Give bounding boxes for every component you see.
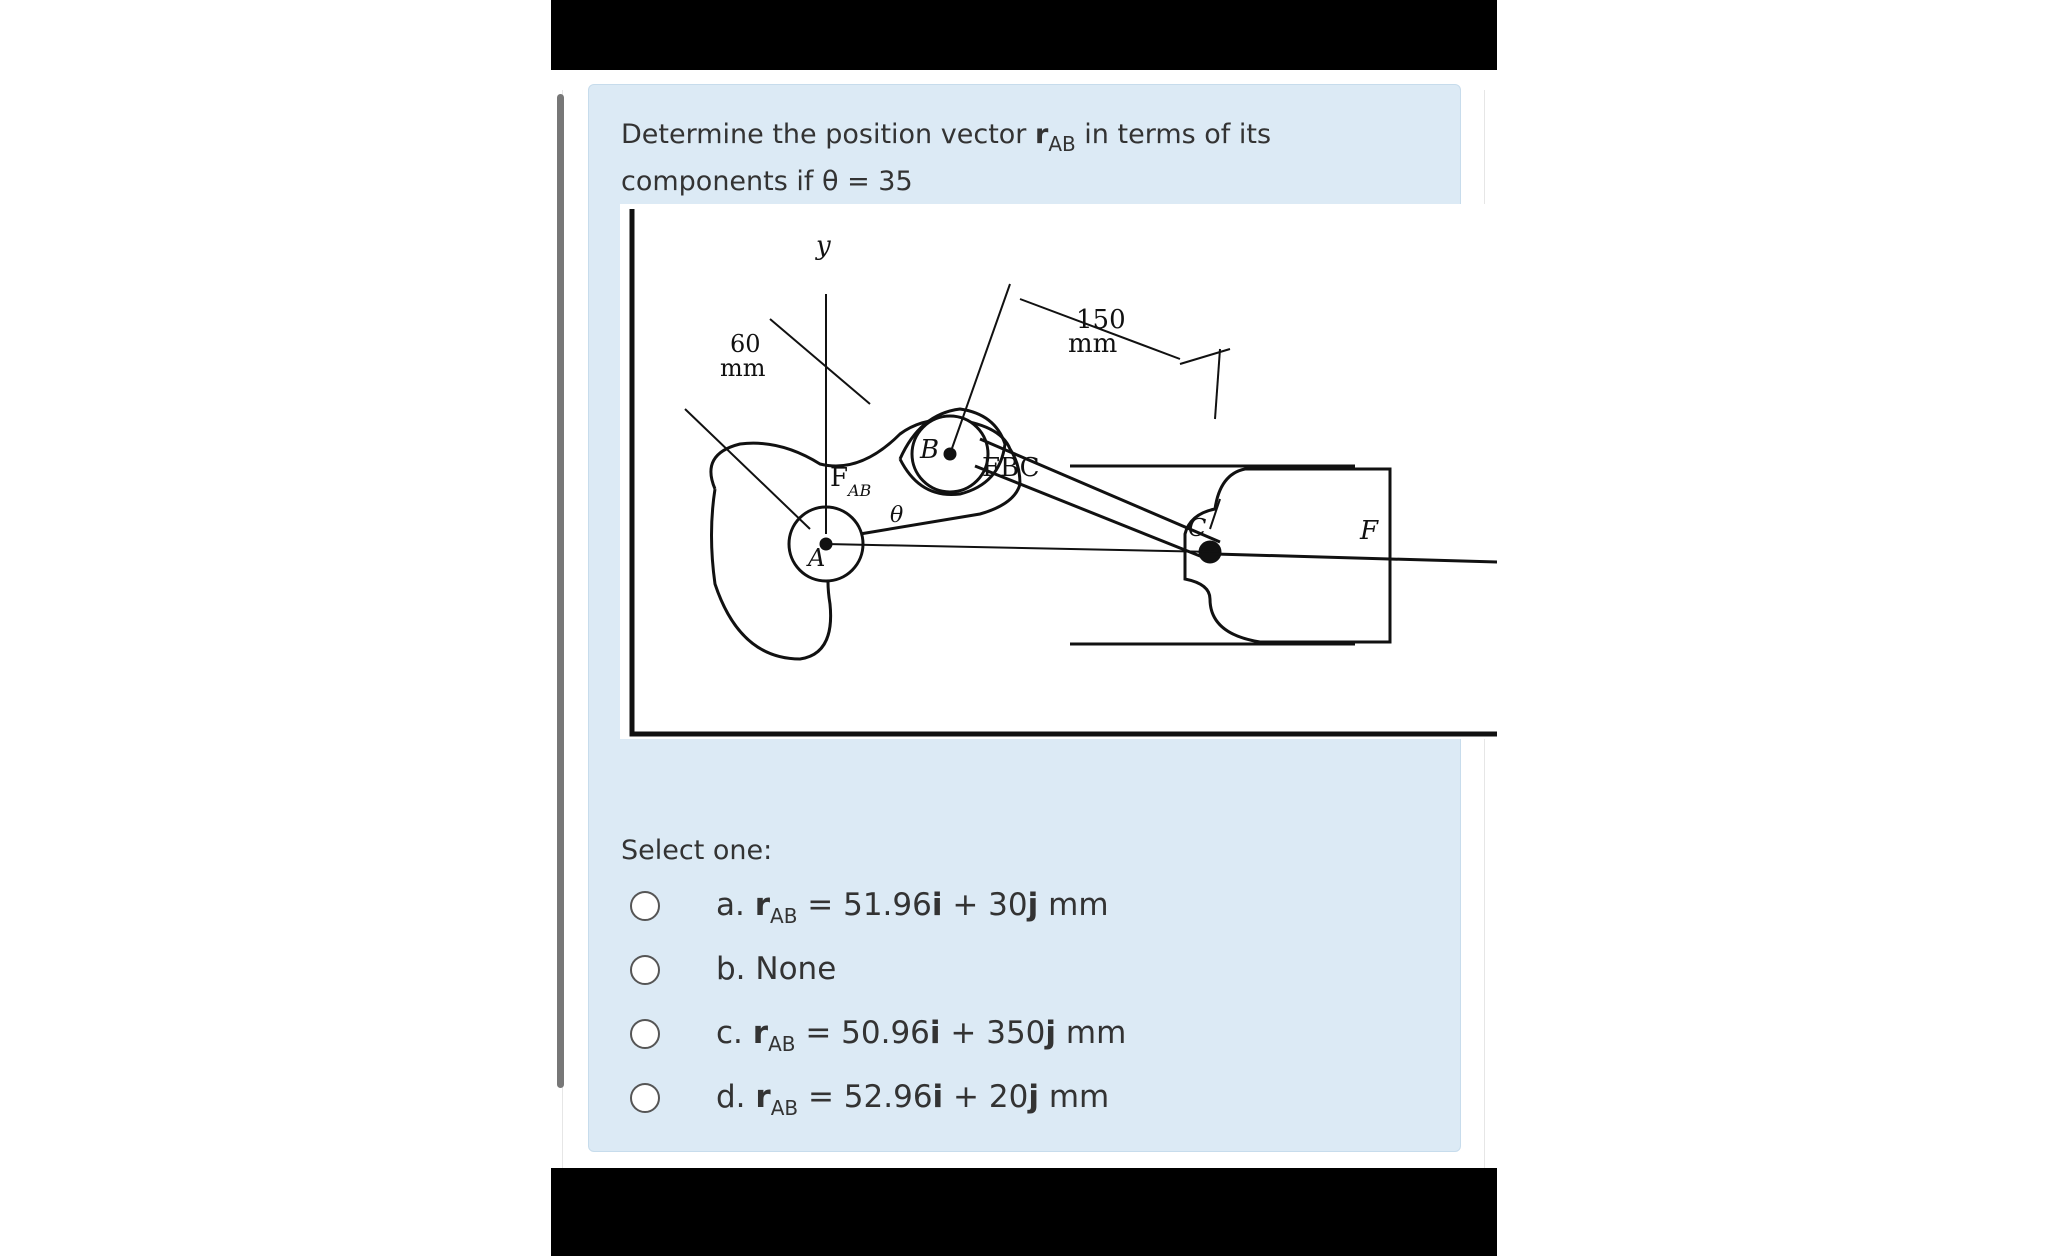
question-text	[621, 116, 1401, 200]
label-FAB-F: F	[830, 463, 849, 493]
label-F: F	[1360, 516, 1379, 546]
option-c[interactable]	[630, 1010, 660, 1058]
vector-subscript: AB	[1048, 132, 1076, 156]
option-d-label[interactable]: d. $r_{AB} = 52.96i + 20j$ mm	[716, 1079, 1110, 1120]
question-prefix: Determine the position vector	[621, 119, 1035, 150]
label-mm-right: mm	[1068, 329, 1118, 359]
option-c-label[interactable]: c. $r_{AB} = 50.96i + 350j$ mm	[716, 1015, 1127, 1056]
radio-icon[interactable]	[630, 955, 660, 985]
label-FAB-sub: AB	[848, 481, 872, 500]
radio-icon[interactable]	[630, 891, 660, 921]
question-line2: components if θ = 35	[621, 166, 913, 197]
option-d[interactable]	[630, 1074, 660, 1122]
label-C: C	[1188, 514, 1207, 542]
select-one-label: Select one:	[621, 835, 773, 866]
option-b-label[interactable]: b. None	[716, 951, 837, 987]
scrollbar[interactable]	[557, 94, 564, 1088]
label-FBC: FBC	[982, 453, 1040, 483]
frame-border-lines	[632, 209, 1497, 734]
label-A: A	[808, 544, 826, 572]
label-y-axis: y	[816, 231, 831, 261]
vector-symbol: r	[1034, 119, 1049, 150]
question-suffix: in terms of its	[1075, 119, 1272, 150]
top-black-bar	[551, 0, 1497, 70]
label-150: 150	[1076, 305, 1126, 335]
radio-icon[interactable]	[630, 1019, 660, 1049]
option-a[interactable]	[630, 882, 660, 930]
bottom-black-bar	[551, 1168, 1497, 1256]
label-theta: θ	[890, 503, 904, 528]
option-b[interactable]	[630, 946, 660, 994]
label-B: B	[920, 435, 940, 465]
mechanism-figure	[620, 204, 1497, 739]
label-60: 60	[730, 330, 761, 358]
radio-icon[interactable]	[630, 1083, 660, 1113]
label-mm-left: mm	[720, 354, 766, 382]
mechanism-diagram	[620, 204, 1497, 739]
option-a-label[interactable]: a. $r_{AB} = 51.96i + 30j$ mm	[716, 887, 1109, 928]
